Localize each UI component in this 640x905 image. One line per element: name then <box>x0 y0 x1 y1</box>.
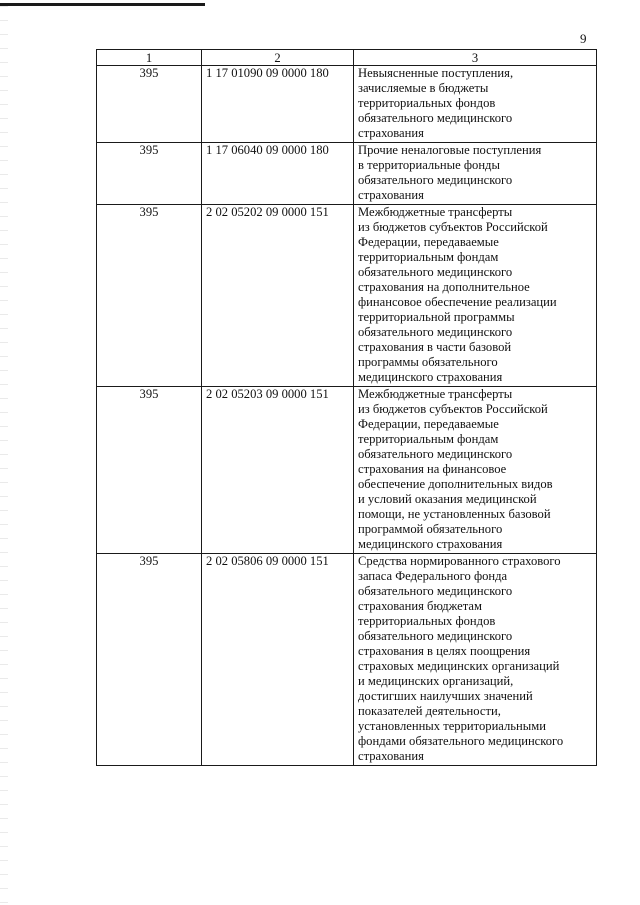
description-line: обязательного медицинского <box>358 629 513 643</box>
description-line: обязательного медицинского <box>358 173 513 187</box>
budget-classification-code-cell: 2 02 05806 09 0000 151 <box>202 554 354 766</box>
page-number: 9 <box>580 31 587 46</box>
description-line: Средства нормированного страхового <box>358 554 561 568</box>
description-line: страхования <box>358 188 424 202</box>
revenue-description-cell <box>354 66 597 143</box>
description-line: страхования в части базовой <box>358 340 512 354</box>
revenue-description-cell <box>354 205 597 387</box>
description-line: и медицинских организаций, <box>358 674 514 688</box>
description-line: страхования <box>358 749 424 763</box>
description-line: страхования в целях поощрения <box>358 644 531 658</box>
description-line: программы обязательного <box>358 355 498 369</box>
admin-code-cell: 395 <box>97 554 202 766</box>
description-line: территориальным фондам <box>358 432 499 446</box>
description-line: и условий оказания медицинской <box>358 492 537 506</box>
description-line: программой обязательного <box>358 522 503 536</box>
admin-code-cell: 395 <box>97 387 202 554</box>
description-line: территориальным фондам <box>358 250 499 264</box>
description-line: медицинского страхования <box>358 370 503 384</box>
column-header-2: 2 <box>202 50 354 66</box>
table-row <box>97 66 597 143</box>
admin-code-cell: 395 <box>97 143 202 205</box>
description-line: Невыясненные поступления, <box>358 66 514 80</box>
description-line: территориальных фондов <box>358 96 496 110</box>
description-line: Межбюджетные трансферты <box>358 387 513 401</box>
column-header-3: 3 <box>354 50 597 66</box>
description-line: обязательного медицинского <box>358 265 513 279</box>
admin-code-cell: 395 <box>97 205 202 387</box>
description-line: фондами обязательного медицинского <box>358 734 564 748</box>
description-line: в территориальные фонды <box>358 158 500 172</box>
description-line: территориальной программы <box>358 310 515 324</box>
table-row <box>97 205 597 387</box>
budget-classification-code-cell: 2 02 05203 09 0000 151 <box>202 387 354 554</box>
description-line: Федерации, передаваемые <box>358 417 499 431</box>
description-line: медицинского страхования <box>358 537 503 551</box>
description-line: запаса Федерального фонда <box>358 569 508 583</box>
description-line: страхования на дополнительное <box>358 280 530 294</box>
description-line: страхования <box>358 126 424 140</box>
revenue-description-cell <box>354 554 597 766</box>
table-row <box>97 554 597 766</box>
table-header-row <box>97 50 597 66</box>
description-line: обязательного медицинского <box>358 447 513 461</box>
description-line: обязательного медицинского <box>358 111 513 125</box>
description-line: Федерации, передаваемые <box>358 235 499 249</box>
revenue-description-cell <box>354 387 597 554</box>
description-line: Межбюджетные трансферты <box>358 205 513 219</box>
description-line: помощи, не установленных базовой <box>358 507 551 521</box>
description-line: обязательного медицинского <box>358 325 513 339</box>
description-line: финансовое обеспечение реализации <box>358 295 557 309</box>
description-line: показателей деятельности, <box>358 704 501 718</box>
description-line: территориальных фондов <box>358 614 496 628</box>
description-line: установленных территориальными <box>358 719 546 733</box>
admin-code-cell: 395 <box>97 66 202 143</box>
table-row <box>97 387 597 554</box>
description-line: из бюджетов субъектов Российской <box>358 220 548 234</box>
description-line: из бюджетов субъектов Российской <box>358 402 548 416</box>
description-line: достигших наилучших значений <box>358 689 533 703</box>
table-row <box>97 143 597 205</box>
budget-classification-code-cell: 1 17 01090 09 0000 180 <box>202 66 354 143</box>
description-line: обеспечение дополнительных видов <box>358 477 553 491</box>
budget-codes-table <box>96 49 597 766</box>
column-header-1: 1 <box>97 50 202 66</box>
budget-classification-code-cell: 1 17 06040 09 0000 180 <box>202 143 354 205</box>
table-body <box>97 66 597 766</box>
description-line: страхования на финансовое <box>358 462 507 476</box>
description-line: зачисляемые в бюджеты <box>358 81 489 95</box>
description-line: страховых медицинских организаций <box>358 659 560 673</box>
description-line: обязательного медицинского <box>358 584 513 598</box>
budget-classification-code-cell: 2 02 05202 09 0000 151 <box>202 205 354 387</box>
scan-edge-artifact <box>0 0 8 905</box>
header-rule <box>0 3 205 6</box>
description-line: Прочие неналоговые поступления <box>358 143 542 157</box>
description-line: страхования бюджетам <box>358 599 482 613</box>
revenue-description-cell <box>354 143 597 205</box>
